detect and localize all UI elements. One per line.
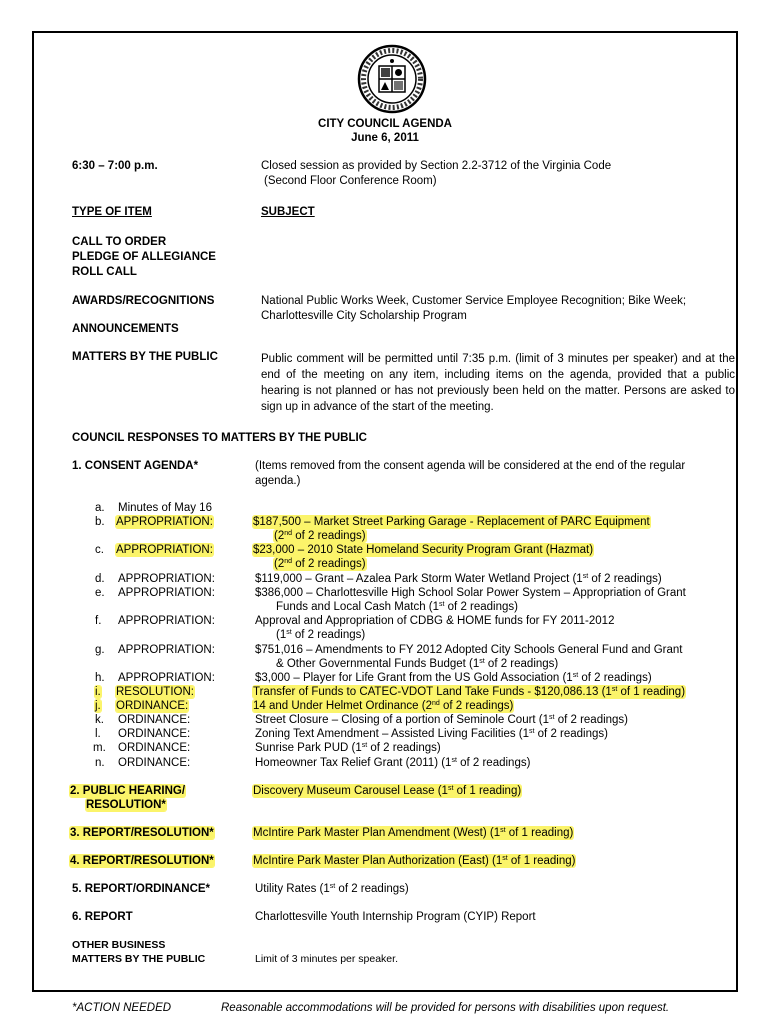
consent-item-subject-line2: Funds and Local Cash Match (1st of 2 readings) (276, 601, 518, 613)
consent-item-letter: m. (93, 742, 106, 754)
consent-item-type: APPROPRIATION: (118, 672, 215, 684)
consent-item-type: RESOLUTION: (116, 686, 194, 698)
public-hearing-label: 2. PUBLIC HEARING/ (70, 785, 186, 797)
speaker-limit-subject: Limit of 3 minutes per speaker. (255, 953, 398, 965)
call-to-order: CALL TO ORDER (72, 236, 167, 248)
consent-agenda-note-line1: (Items removed from the consent agenda will be considered at the end of the regular (255, 460, 686, 472)
awards-subject-line2: Charlottesville City Scholarship Program (261, 310, 467, 322)
closed-session-location: (Second Floor Conference Room) (264, 175, 437, 187)
closed-session-time: 6:30 – 7:00 p.m. (72, 160, 158, 172)
report-ordinance-label: 5. REPORT/ORDINANCE* (72, 883, 211, 895)
consent-item-letter: j. (95, 700, 101, 712)
consent-item-subject: Zoning Text Amendment – Assisted Living Facilities (1st of 2 readings) (255, 728, 608, 740)
consent-item-letter: e. (95, 587, 105, 599)
consent-item-subject: $386,000 – Charlottesville High School Solar Power System – Appropriation of Grant (255, 587, 686, 599)
report-label: 6. REPORT (72, 911, 133, 923)
consent-item-subject-line2: (1st of 2 readings) (276, 629, 366, 641)
consent-agenda-note-line2: agenda.) (255, 475, 301, 487)
announcements-label: ANNOUNCEMENTS (72, 323, 179, 335)
matters-by-public-label: MATTERS BY THE PUBLIC (72, 351, 218, 363)
consent-item-type: ORDINANCE: (116, 700, 189, 712)
subject-header: SUBJECT (261, 206, 315, 218)
agenda-title: CITY COUNCIL AGENDA (318, 118, 452, 130)
awards-label: AWARDS/RECOGNITIONS (72, 295, 215, 307)
cyip-report-subject: Charlottesville Youth Internship Program (CYIP) Report (255, 911, 536, 923)
utility-rates-subject: Utility Rates (1st of 2 readings) (255, 883, 409, 895)
roll-call: ROLL CALL (72, 266, 137, 278)
highlight-mark: $187,500 – Market Street Parking Garage - Replacement of PARC Equipment (253, 516, 650, 528)
report-resolution-4-label: 4. REPORT/RESOLUTION* (70, 855, 214, 867)
carousel-lease-subject: Discovery Museum Carousel Lease (1st of 1 reading) (253, 785, 522, 797)
consent-item-letter: f. (95, 615, 102, 627)
consent-item-subject: $3,000 – Player for Life Grant from the US Gold Association (1st of 2 readings) (255, 672, 652, 684)
consent-item-letter: c. (95, 544, 104, 556)
report-resolution-3-label: 3. REPORT/RESOLUTION* (70, 827, 214, 839)
mcintire-west-subject: McIntire Park Master Plan Amendment (West) (1st of 1 reading) (253, 827, 574, 839)
consent-item-subject: Sunrise Park PUD (1st of 2 readings) (255, 742, 441, 754)
consent-item-subject: 14 and Under Helmet Ordinance (2nd of 2 readings) (253, 700, 514, 712)
public-hearing-label-line2: RESOLUTION* (86, 799, 166, 811)
consent-item-type: APPROPRIATION: (118, 644, 215, 656)
consent-item-subject: $119,000 – Grant – Azalea Park Storm Water Wetland Project (1st of 2 readings) (255, 573, 662, 585)
consent-item-type: ORDINANCE: (118, 757, 191, 769)
consent-item-letter: g. (95, 644, 105, 656)
consent-item-subject: Street Closure – Closing of a portion of Seminole Court (1st of 2 readings) (255, 714, 629, 726)
consent-item-letter: d. (95, 573, 105, 585)
consent-item-type: Minutes of May 16 (118, 502, 212, 514)
matters-by-public-text: Public comment will be permitted until 7:35 p.m. (limit of 3 minutes per speaker) and at the end of the meeting on any item, including items on the agenda, provided that a public hearing is not planned or has not previously been held on the matter. Persons are asked to sign up in advance of the start of the meeting. (261, 353, 735, 413)
awards-subject-line1: National Public Works Week, Customer Service Employee Recognition; Bike Week; (261, 295, 687, 307)
other-business-label: OTHER BUSINESS (72, 939, 166, 951)
consent-item-letter: i. (95, 686, 101, 698)
agenda-date: June 6, 2011 (351, 132, 419, 144)
consent-item-subject: $23,000 – 2010 State Homeland Security Program Grant (Hazmat) (253, 544, 594, 556)
matters-by-public-final-label: MATTERS BY THE PUBLIC (72, 953, 206, 965)
consent-item-type: APPROPRIATION: (118, 615, 215, 627)
consent-item-letter: n. (95, 757, 105, 769)
consent-item-type: ORDINANCE: (118, 714, 191, 726)
consent-item-type: APPROPRIATION: (118, 573, 215, 585)
council-responses-label: COUNCIL RESPONSES TO MATTERS BY THE PUBLIC (72, 432, 367, 444)
consent-item-subject: $751,016 – Amendments to FY 2012 Adopted City Schools General Fund and Grant (255, 644, 683, 656)
consent-item-type: ORDINANCE: (118, 728, 191, 740)
consent-item-letter: k. (95, 714, 104, 726)
consent-item-type: APPROPRIATION: (118, 587, 215, 599)
consent-item-letter: b. (95, 516, 105, 528)
closed-session-text: Closed session as provided by Section 2.2-3712 of the Virginia Code (261, 160, 612, 172)
consent-item-type (116, 515, 213, 529)
consent-item-letter: h. (95, 672, 105, 684)
action-needed-note: *ACTION NEEDED (72, 1002, 172, 1014)
consent-item-type: APPROPRIATION: (116, 544, 213, 556)
type-of-item-header: TYPE OF ITEM (72, 206, 152, 218)
consent-item-letter: l. (95, 728, 101, 740)
consent-item-subject-line2: & Other Governmental Funds Budget (1st of 2 readings) (276, 658, 559, 670)
consent-item-subject: Homeowner Tax Relief Grant (2011) (1st of 2 readings) (255, 757, 531, 769)
consent-item-subject: Transfer of Funds to CATEC-VDOT Land Take Funds - $120,086.13 (1st of 1 reading) (253, 686, 686, 698)
consent-item-subject-line2: (2nd of 2 readings) (274, 530, 366, 542)
consent-item-subject: Approval and Appropriation of CDBG & HOME funds for FY 2011-2012 (255, 615, 615, 627)
consent-item-subject (253, 515, 650, 529)
accommodations-note: Reasonable accommodations will be provided for persons with disabilities upon request. (221, 1002, 670, 1014)
consent-agenda-label: 1. CONSENT AGENDA* (72, 460, 199, 472)
highlight-mark: APPROPRIATION: (116, 516, 213, 528)
mcintire-east-subject: McIntire Park Master Plan Authorization (East) (1st of 1 reading) (253, 855, 576, 867)
consent-item-type: ORDINANCE: (118, 742, 191, 754)
consent-item-subject-line2: (2nd of 2 readings) (274, 558, 366, 570)
city-seal-logo (357, 44, 427, 114)
consent-item-letter: a. (95, 502, 105, 514)
pledge-of-allegiance: PLEDGE OF ALLEGIANCE (72, 251, 216, 263)
